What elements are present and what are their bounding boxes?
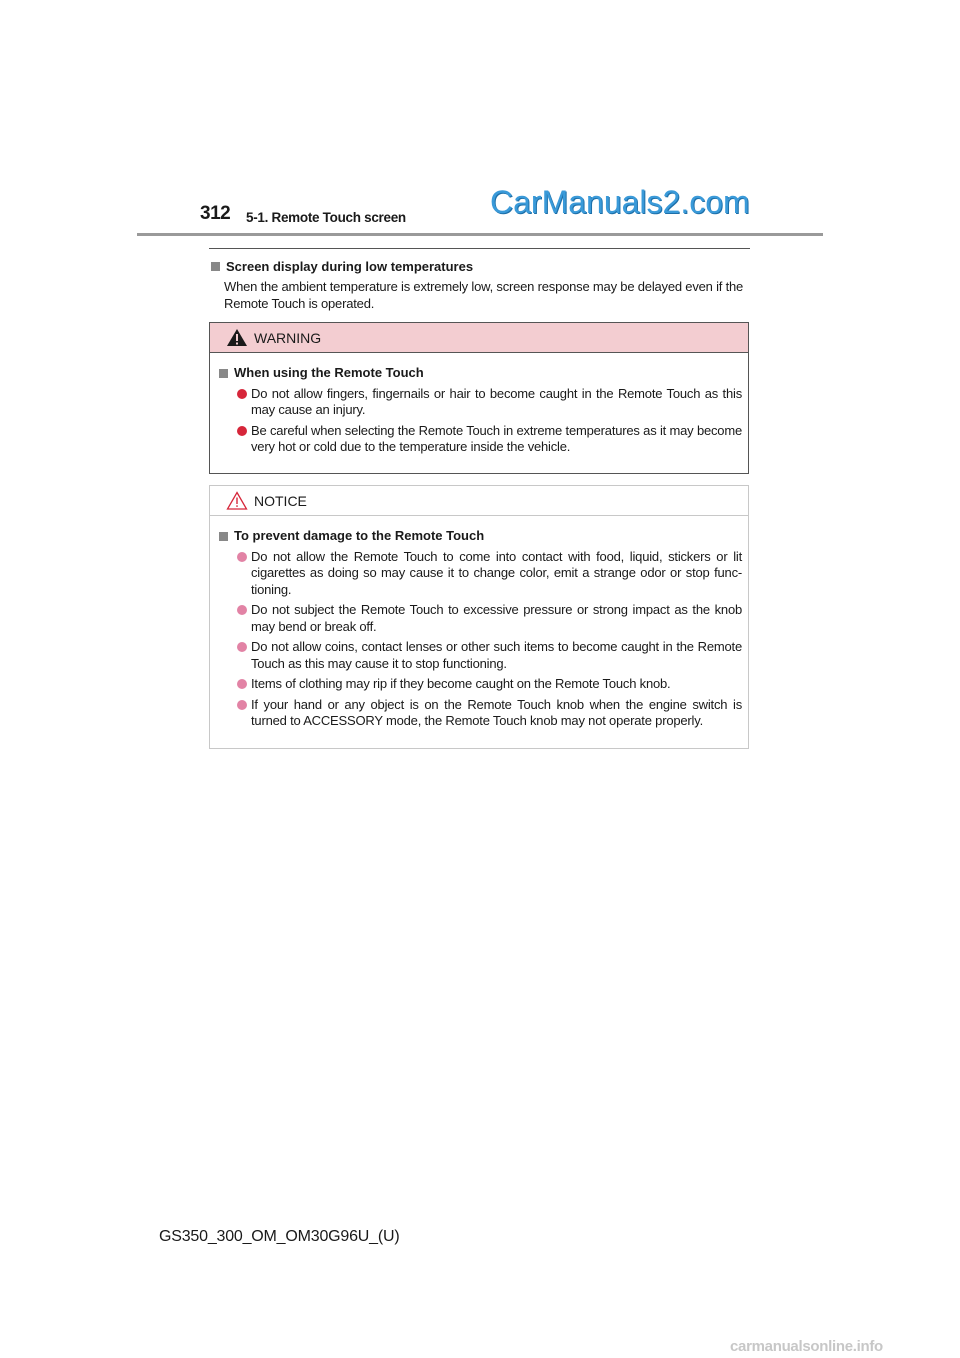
low-temp-section <box>209 258 750 312</box>
notice-item <box>217 549 742 599</box>
low-temp-text: When the ambient temperature is extremely low, screen response may be delayed even if the Remote Touch is operated. <box>224 279 744 311</box>
notice-label: NOTICE <box>254 492 307 509</box>
warning-box <box>209 322 749 474</box>
footer-watermark: carmanualsonline.info <box>730 1338 883 1355</box>
notice-heading <box>217 528 742 545</box>
notice-item <box>217 602 742 635</box>
notice-header <box>210 486 748 516</box>
bullet-dot-icon <box>237 605 247 615</box>
square-bullet-icon <box>219 532 228 541</box>
low-temp-heading <box>209 258 750 275</box>
section-title: 5-1. Remote Touch screen <box>246 210 406 225</box>
bullet-dot-icon <box>237 552 247 562</box>
notice-item <box>217 697 742 730</box>
content-divider <box>209 248 750 249</box>
warning-label: WARNING <box>254 329 322 346</box>
page-number: 312 <box>200 203 231 224</box>
warning-heading <box>217 365 742 382</box>
notice-item-text: If your hand or any object is on the Remote Touch knob when the engine switch is turned to ACCESSORY mode, the Remote Touch knob may not operate properly. <box>251 696 742 728</box>
notice-box <box>209 485 749 749</box>
warning-item <box>217 386 742 419</box>
notice-heading-text: To prevent damage to the Remote Touch <box>234 528 485 543</box>
header-divider <box>137 233 823 236</box>
square-bullet-icon <box>211 262 220 271</box>
watermark-logo: CarManuals2.com <box>490 184 750 220</box>
notice-triangle-icon <box>226 491 248 510</box>
notice-item-text: Do not subject the Remote Touch to excessive pressure or strong impact as the knob may bend or break off. <box>251 602 742 634</box>
warning-body <box>210 353 748 456</box>
notice-item-text: Do not allow coins, contact lenses or other such items to become caught in the Remote Touch as this may cause it to stop functioning. <box>251 639 742 671</box>
low-temp-heading-text: Screen display during low temperatures <box>226 259 474 274</box>
warning-item <box>217 423 742 456</box>
warning-heading-text: When using the Remote Touch <box>234 365 424 380</box>
notice-item <box>217 676 742 693</box>
bullet-dot-icon <box>237 679 247 689</box>
warning-item-text: Be careful when selecting the Remote Touch in extreme temperatures as it may become very hot or cold due to the temperature inside the vehicle. <box>251 422 742 454</box>
bullet-dot-icon <box>237 642 247 652</box>
warning-triangle-icon <box>226 328 248 347</box>
notice-item <box>217 639 742 672</box>
notice-item-text: Do not allow the Remote Touch to come into contact with food, liquid, stickers or lit cigarettes as doing so may cause it to change color, emit a strange odor or stop func-tioning. <box>251 548 742 597</box>
notice-item-text: Items of clothing may rip if they become caught on the Remote Touch knob. <box>251 676 671 691</box>
warning-item-text: Do not allow fingers, fingernails or hair to become caught in the Remote Touch as this may cause an injury. <box>251 385 742 417</box>
bullet-dot-icon <box>237 389 247 399</box>
bullet-dot-icon <box>237 700 247 710</box>
document-id: GS350_300_OM_OM30G96U_(U) <box>159 1228 400 1245</box>
warning-header <box>210 323 748 353</box>
bullet-dot-icon <box>237 426 247 436</box>
notice-body <box>210 516 748 730</box>
square-bullet-icon <box>219 369 228 378</box>
